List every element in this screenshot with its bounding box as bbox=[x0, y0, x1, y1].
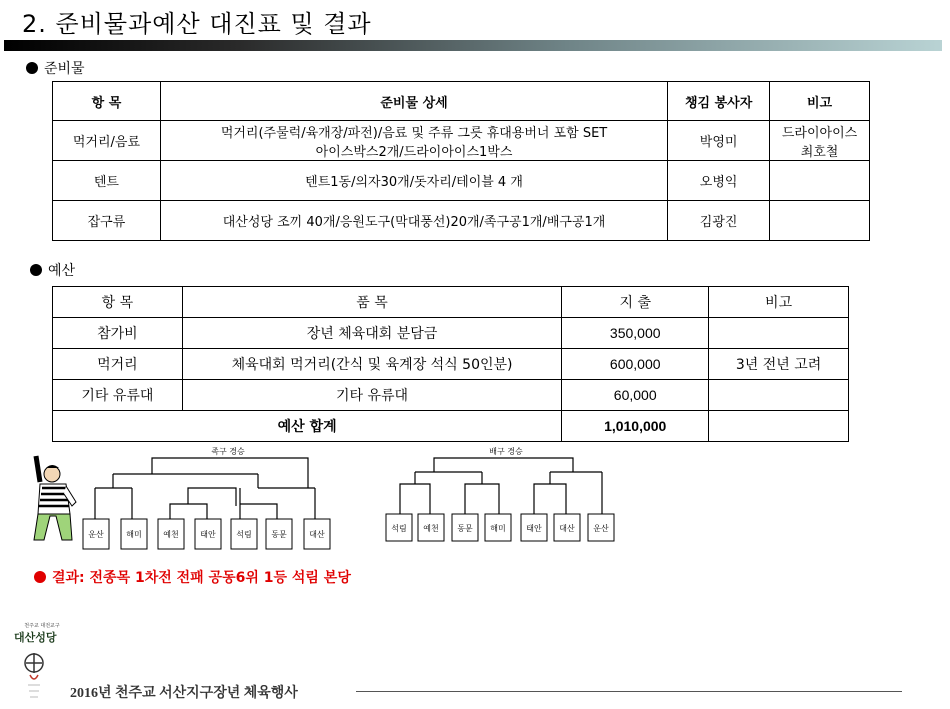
budget-heading-label: 예산 bbox=[48, 263, 76, 279]
cell-item: 잡구류 bbox=[53, 201, 161, 241]
col-header: 지 출 bbox=[562, 287, 709, 318]
col-header: 준비물 상세 bbox=[160, 82, 667, 121]
cell-note bbox=[709, 380, 849, 411]
total-label: 예산 합계 bbox=[53, 411, 562, 442]
prep-heading-label: 준비물 bbox=[44, 61, 85, 77]
budget-section-heading bbox=[30, 260, 75, 280]
cell-amount: 600,000 bbox=[562, 349, 709, 380]
col-header: 항 목 bbox=[53, 287, 183, 318]
total-note bbox=[709, 411, 849, 442]
bracket-right bbox=[380, 444, 620, 544]
table-row bbox=[53, 318, 849, 349]
team-name: 태안 bbox=[526, 524, 542, 533]
col-header: 항 목 bbox=[53, 82, 161, 121]
bullet-icon bbox=[26, 62, 38, 74]
cell-product: 체육대회 먹거리(간식 및 육계장 석식 50인분) bbox=[182, 349, 561, 380]
team-name: 예천 bbox=[423, 524, 439, 533]
cell-amount: 350,000 bbox=[562, 318, 709, 349]
cell-product: 기타 유류대 bbox=[182, 380, 561, 411]
cell-item: 기타 유류대 bbox=[53, 380, 183, 411]
team-name: 해미 bbox=[126, 530, 142, 539]
team-name: 석림 bbox=[391, 524, 407, 533]
parish-logo bbox=[14, 622, 70, 706]
table-row bbox=[53, 349, 849, 380]
table-header-row bbox=[53, 82, 870, 121]
bracket-label: 족구 경승 bbox=[211, 447, 245, 456]
team-name: 동문 bbox=[457, 524, 473, 533]
detail-line: 먹거리(주물럭/육개장/파전)/음료 및 주류 그릇 휴대용버너 포함 SET bbox=[220, 125, 608, 141]
team-name: 태안 bbox=[200, 530, 216, 539]
table-row bbox=[53, 161, 870, 201]
cell-note bbox=[770, 121, 870, 161]
note-line: 최호철 bbox=[800, 144, 839, 160]
detail-line: 아이스박스2개/드라이아이스1박스 bbox=[315, 144, 513, 160]
col-header: 비고 bbox=[709, 287, 849, 318]
col-header: 비고 bbox=[770, 82, 870, 121]
budget-table bbox=[52, 286, 849, 442]
referee-illustration bbox=[22, 452, 84, 544]
cell-product: 장년 체육대회 분담금 bbox=[182, 318, 561, 349]
logo-emblem-icon bbox=[14, 645, 54, 705]
table-row bbox=[53, 380, 849, 411]
logo-name: 대산성당 bbox=[14, 631, 57, 644]
result-line bbox=[34, 567, 351, 587]
cell-detail: 텐트1동/의자30개/돗자리/테이블 4 개 bbox=[160, 161, 667, 201]
cell-detail: 대산성당 조끼 40개/응원도구(막대풍선)20개/족구공1개/배구공1개 bbox=[160, 201, 667, 241]
team-name: 운산 bbox=[88, 530, 104, 539]
cell-item: 참가비 bbox=[53, 318, 183, 349]
cell-detail bbox=[160, 121, 667, 161]
total-amount: 1,010,000 bbox=[562, 411, 709, 442]
prep-section-heading bbox=[26, 58, 85, 78]
cell-note bbox=[709, 318, 849, 349]
note-line: 드라이아이스 bbox=[781, 125, 858, 141]
cell-note: 3년 전년 고려 bbox=[709, 349, 849, 380]
bracket-left bbox=[80, 444, 350, 554]
team-name: 운산 bbox=[593, 524, 609, 533]
table-header-row bbox=[53, 287, 849, 318]
bullet-icon bbox=[34, 571, 46, 583]
cell-item: 텐트 bbox=[53, 161, 161, 201]
team-name: 대산 bbox=[309, 530, 325, 539]
cell-item: 먹거리 bbox=[53, 349, 183, 380]
col-header: 품 목 bbox=[182, 287, 561, 318]
title-gradient-bar bbox=[4, 40, 942, 51]
team-name: 동문 bbox=[271, 530, 287, 539]
team-name: 대산 bbox=[559, 524, 575, 533]
cell-person: 김광진 bbox=[668, 201, 770, 241]
result-text: 결과: 전종목 1차전 전패 공동6위 1등 석림 본당 bbox=[52, 570, 351, 586]
team-name: 해미 bbox=[490, 524, 506, 533]
table-row bbox=[53, 121, 870, 161]
col-header: 챙김 봉사자 bbox=[668, 82, 770, 121]
cell-person: 오병익 bbox=[668, 161, 770, 201]
cell-amount: 60,000 bbox=[562, 380, 709, 411]
bullet-icon bbox=[30, 264, 42, 276]
logo-small-text: 천주교 대전교구 bbox=[24, 623, 60, 629]
cell-note bbox=[770, 201, 870, 241]
bracket-label: 배구 경승 bbox=[489, 447, 523, 456]
prep-table bbox=[52, 81, 870, 241]
page-title: 2. 준비물과예산 대진표 및 결과 bbox=[22, 10, 372, 38]
table-row bbox=[53, 201, 870, 241]
total-row bbox=[53, 411, 849, 442]
team-name: 석림 bbox=[236, 530, 252, 539]
footer-text: 2016년 천주교 서산지구장년 체육행사 bbox=[70, 686, 298, 701]
cell-note bbox=[770, 161, 870, 201]
team-name: 예천 bbox=[163, 530, 179, 539]
footer-divider bbox=[356, 691, 902, 692]
cell-item: 먹거리/음료 bbox=[53, 121, 161, 161]
cell-person: 박영미 bbox=[668, 121, 770, 161]
